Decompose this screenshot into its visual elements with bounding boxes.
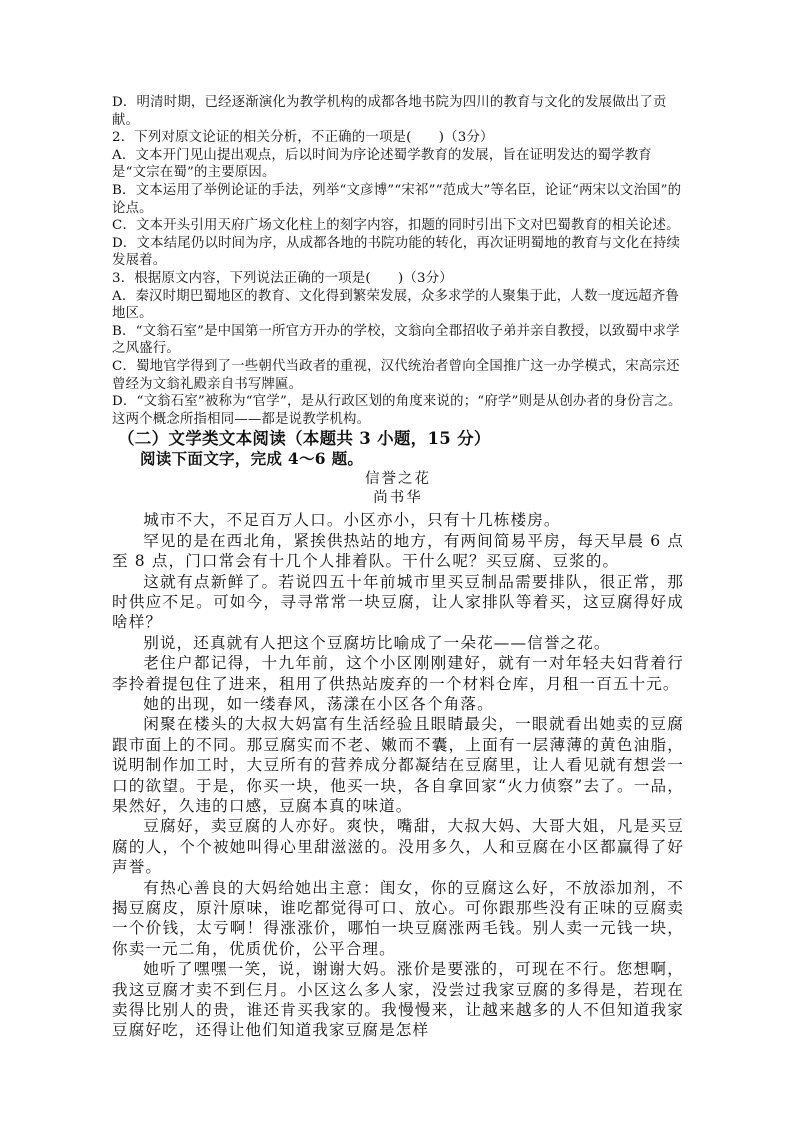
story-title: 信誉之花	[365, 471, 431, 488]
document-page	[112, 94, 684, 1041]
q3-option-c: C．蜀地官学得到了一些朝代当政者的重视，汉代统治者曾向全国推广这一办学模式，宋高宗还曾经为文翁礼殿亲自书写牌匾。	[112, 358, 680, 392]
q2-option-c: C．文本开头引用天府广场文化柱上的刻字内容，扣题的同时引出下文对巴蜀教育的相关论述。	[112, 218, 680, 234]
q3-option-d: D．“文翁石室”被称为“官学”，是从行政区划的角度来说的；“府学”则是从创办者的身份言之。这两个概念所指相同——都是说教学机构。	[112, 394, 682, 427]
story-paragraph: 这就有点新鲜了。若说四五十年前城市里买豆制品需要排队，很正常，那时供应不足。可如今，寻寻常常一块豆腐，让人家排队等着买，这豆腐得好成啥样？	[112, 572, 684, 632]
story-author: 尚书华	[373, 490, 423, 507]
story-paragraph: 别说，还真就有人把这个豆腐坊比喻成了一朵花——信誉之花。	[143, 633, 611, 652]
q2-option-a: A．文本开门见山提出观点，后以时间为序论述蜀学教育的发展，旨在证明发达的蜀学教育是“文宗在蜀”的主要原因。	[112, 147, 652, 181]
reading-instruction: 阅读下面文字，完成 4～6 题。	[140, 449, 364, 469]
story-paragraph: 有热心善良的大妈给她出主意：闺女，你的豆腐这么好，不放添加剂，不揭豆腐皮，原汁原味，谁吃都觉得可口、放心。可你跟那些没有正味的豆腐卖一个价钱，太亏啊！得涨涨价，哪怕一块豆腐涨两毛钱。别人卖一元钱一块，你卖一元二角，优质优价，公平合理。	[112, 878, 684, 958]
q1-option-d: D．明清时期，已经逐渐演化为教学机构的成都各地书院为四川的教育与文化的发展做出了贡献。	[112, 95, 667, 128]
story-paragraph: 老住户都记得，十九年前，这个小区刚刚建好，就有一对年轻夫妇背着行李拎着提包住了进来，租用了供热站废弃的一个材料仓库，月租一百五十元。	[112, 654, 684, 693]
story-paragraph: 城市不大，不足百万人口。小区亦小，只有十几栋楼房。	[143, 511, 561, 530]
story-paragraph: 她听了嘿嘿一笑，说，谢谢大妈。涨价是要涨的，可现在不行。您想啊，我这豆腐才卖不到仨月。小区这么多人家，没尝过我家豆腐的多得是，若现在卖得比别人的贵，谁还肯买我家的。我慢慢来，让越来越多的人不但知道我家豆腐好吃，还得让他们知道我家豆腐是怎样	[112, 960, 684, 1040]
story-paragraph: 豆腐好，卖豆腐的人亦好。爽快，嘴甜，大叔大妈、大哥大姐，凡是买豆腐的人，个个被她叫得心里甜滋滋的。没用多久，人和豆腐在小区都赢得了好声誉。	[112, 817, 684, 877]
story-paragraph: 她的出现，如一缕春风，荡漾在小区各个角落。	[143, 694, 494, 713]
q3-stem: 3．根据原文内容，下列说法正确的一项是( )（3分）	[112, 270, 453, 286]
q3-option-b: B．“文翁石室”是中国第一所官方开办的学校，文翁向全郡招收子弟并亲自教授，以致蜀中求学之风盛行。	[112, 323, 680, 357]
story-paragraph: 罕见的是在西北角，紧挨供热站的地方，有两间简易平房，每天早晨 6 点至 8 点，门口常会有十几个人排着队。干什么呢？买豆腐、豆浆的。	[112, 531, 684, 571]
q2-option-d: D．文本结尾仍以时间为序，从成都各地的书院功能的转化，再次证明蜀地的教育与文化在持续发展着。	[112, 235, 681, 269]
q2-stem: 2．下列对原文论证的相关分析，不正确的一项是( )（3分）	[112, 130, 494, 146]
story-paragraph: 闲聚在楼头的大叔大妈富有生活经验且眼睛最尖，一眼就看出她卖的豆腐跟市面上的不同。那豆腐实而不老、嫩而不囊，上面有一层薄薄的黄色油脂，说明制作加工时，大豆所有的营养成分都凝结在豆腐里，让人看见就有想尝一口的欲望。于是，你买一块，他买一块，各自拿回家“火力侦察”去了。一品，果然好，久违的口感，豆腐本真的味道。	[112, 715, 684, 815]
q2-option-b: B．文本运用了举例论证的手法，列举“文彦博”“宋祁”“范成大”等名臣，论证“两宋以文治国”的论点。	[112, 182, 682, 216]
section-heading: （二）文学类文本阅读（本题共 3 小题，15 分）	[118, 429, 491, 449]
q3-option-a: A．秦汉时期巴蜀地区的教育、文化得到繁荣发展，众多求学的人聚集于此，人数一度远超齐鲁地区。	[112, 288, 680, 322]
